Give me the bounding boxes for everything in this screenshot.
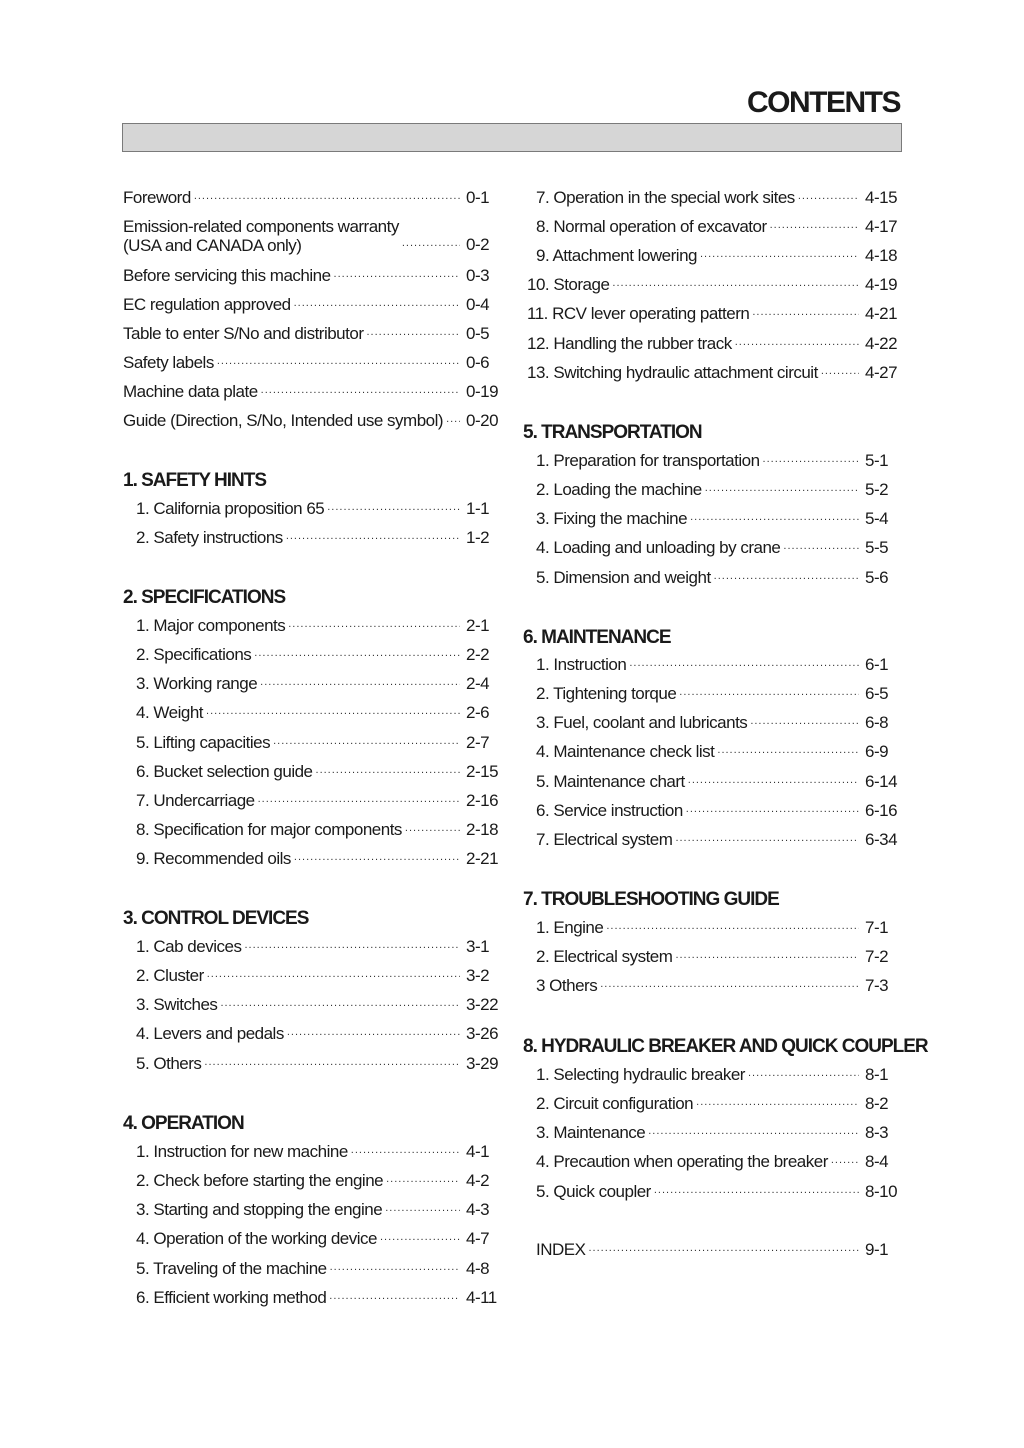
entry-label: 3 Others xyxy=(536,976,598,996)
dot-leader xyxy=(330,1259,460,1279)
entry-label: 6. Bucket selection guide xyxy=(136,761,313,781)
section-heading[interactable]: 3. CONTROL DEVICES xyxy=(123,908,309,929)
entry-page-number: 0-1 xyxy=(466,188,490,207)
toc-entry[interactable] xyxy=(536,538,901,558)
dot-leader xyxy=(194,188,460,208)
section-heading[interactable]: 4. OPERATION xyxy=(123,1113,244,1134)
entry-page-number: 4-27 xyxy=(865,362,898,382)
toc-entry[interactable] xyxy=(536,684,901,704)
front-matter-entry[interactable] xyxy=(123,217,502,255)
entry-page-number: 0-5 xyxy=(466,324,490,343)
toc-entry[interactable] xyxy=(536,713,901,733)
front-matter-entry[interactable] xyxy=(123,295,502,315)
entry-label: Guide (Direction, S/No, Intended use symbol) xyxy=(123,411,444,430)
dot-leader xyxy=(763,451,859,471)
entry-label: 5. Traveling of the machine xyxy=(136,1258,327,1278)
toc-entry[interactable] xyxy=(136,995,502,1015)
dot-leader xyxy=(204,1054,460,1074)
entry-page-number: 6-1 xyxy=(865,655,889,674)
toc-entry[interactable] xyxy=(536,246,901,266)
entry-page-number: 0-3 xyxy=(466,266,490,285)
front-matter-entry[interactable] xyxy=(123,266,502,286)
entry-page-number: 5-4 xyxy=(865,509,889,529)
dot-leader xyxy=(207,966,460,986)
dot-leader xyxy=(679,684,859,704)
dot-leader xyxy=(446,411,460,431)
section-heading[interactable]: 8. HYDRAULIC BREAKER AND QUICK COUPLER xyxy=(523,1036,928,1057)
toc-entry[interactable] xyxy=(536,976,901,996)
dot-leader xyxy=(700,246,859,266)
dot-leader xyxy=(366,324,460,344)
entry-label-continued: (USA and CANADA only) xyxy=(123,236,302,255)
dot-leader xyxy=(286,528,460,548)
dot-leader xyxy=(294,849,460,869)
toc-entry[interactable] xyxy=(536,1094,901,1114)
dot-leader xyxy=(688,772,859,792)
entry-label: 1. Engine xyxy=(536,918,604,937)
entry-label: 3. Fuel, coolant and lubricants xyxy=(536,713,748,733)
entry-page-number: 4-17 xyxy=(865,217,898,237)
entry-page-number: 6-16 xyxy=(865,800,898,820)
entry-label: 3. Switches xyxy=(136,995,218,1015)
dot-leader xyxy=(402,235,460,255)
section-heading[interactable]: 7. TROUBLESHOOTING GUIDE xyxy=(523,889,779,910)
toc-entry[interactable] xyxy=(136,1288,502,1308)
toc-entry[interactable] xyxy=(536,1065,901,1085)
toc-entry[interactable] xyxy=(536,742,901,762)
entry-label: 1. California proposition 65 xyxy=(136,499,325,518)
toc-entry[interactable] xyxy=(536,830,901,850)
toc-entry[interactable] xyxy=(536,801,901,821)
entry-page-number: 6-8 xyxy=(865,713,889,733)
entry-page-number: 2-2 xyxy=(466,645,490,665)
entry-label: 2. Electrical system xyxy=(536,947,673,967)
index-entry[interactable] xyxy=(536,1240,901,1260)
dot-leader xyxy=(254,645,460,665)
entry-page-number: 2-4 xyxy=(466,674,490,694)
toc-entry[interactable] xyxy=(136,528,502,548)
entry-label: 1. Major components xyxy=(136,616,286,635)
toc-entry[interactable] xyxy=(536,451,901,471)
entry-label: 5. Quick coupler xyxy=(536,1181,651,1201)
toc-entry[interactable] xyxy=(536,188,901,208)
entry-page-number: 5-2 xyxy=(865,480,889,500)
dot-leader xyxy=(831,1152,859,1172)
entry-label: 3. Fixing the machine xyxy=(536,509,688,529)
dot-leader xyxy=(294,295,460,315)
entry-label: 8. Normal operation of excavator xyxy=(536,217,767,237)
section-heading[interactable]: 6. MAINTENANCE xyxy=(523,627,671,648)
entry-page-number: 7-1 xyxy=(865,918,889,937)
entry-label: 3. Maintenance xyxy=(536,1123,646,1143)
toc-entry[interactable] xyxy=(136,733,502,753)
entry-label: 2. Safety instructions xyxy=(136,528,283,548)
entry-page-number: 0-2 xyxy=(466,235,490,254)
dot-leader xyxy=(588,1240,859,1260)
entry-page-number: 4-11 xyxy=(466,1287,497,1307)
dot-leader xyxy=(287,1024,460,1044)
toc-entry[interactable] xyxy=(136,1054,502,1074)
front-matter-entry[interactable] xyxy=(123,188,502,208)
dot-leader xyxy=(748,1065,859,1085)
entry-page-number: 4-2 xyxy=(466,1171,490,1191)
dot-leader xyxy=(273,733,460,753)
dot-leader xyxy=(648,1123,859,1143)
toc-entry[interactable] xyxy=(536,772,901,792)
dot-leader xyxy=(261,382,460,402)
entry-label: 4. Precaution when operating the breaker xyxy=(536,1152,828,1172)
entry-label: 13. Switching hydraulic attachment circuit xyxy=(527,362,818,382)
entry-page-number: 8-1 xyxy=(865,1065,889,1084)
entry-label: 6. Service instruction xyxy=(536,800,683,820)
entry-page-number: 6-14 xyxy=(865,771,898,791)
dot-leader xyxy=(329,1288,460,1308)
toc-entry[interactable] xyxy=(136,616,502,636)
entry-label: 4. Weight xyxy=(136,703,204,723)
page-title: CONTENTS xyxy=(747,86,900,119)
entry-page-number: 4-1 xyxy=(466,1142,490,1161)
toc-entry[interactable] xyxy=(527,363,901,383)
front-matter-entry[interactable] xyxy=(123,353,502,373)
entry-page-number: 9-1 xyxy=(865,1240,889,1259)
entry-page-number: 6-5 xyxy=(865,684,889,704)
entry-label: 1. Instruction for new machine xyxy=(136,1142,348,1161)
dot-leader xyxy=(220,995,460,1015)
dot-leader xyxy=(351,1142,460,1162)
toc-entry[interactable] xyxy=(527,304,901,324)
dot-leader xyxy=(752,304,859,324)
entry-label: 2. Specifications xyxy=(136,645,252,665)
entry-label: 8. Specification for major components xyxy=(136,820,402,840)
dot-leader xyxy=(705,480,859,500)
toc-entry[interactable] xyxy=(136,1200,502,1220)
entry-label: 3. Working range xyxy=(136,674,258,694)
entry-page-number: 6-34 xyxy=(865,829,898,849)
entry-page-number: 4-3 xyxy=(466,1200,490,1220)
toc-entry[interactable] xyxy=(536,1182,901,1202)
dot-leader xyxy=(770,217,859,237)
entry-page-number: 2-21 xyxy=(466,849,499,869)
dot-leader xyxy=(675,830,859,850)
entry-page-number: 3-1 xyxy=(466,937,490,956)
entry-label: 1. Selecting hydraulic breaker xyxy=(536,1065,745,1084)
dot-leader xyxy=(386,1171,460,1191)
entry-page-number: 4-18 xyxy=(865,246,898,266)
entry-page-number: 4-21 xyxy=(865,304,898,324)
entry-page-number: 8-3 xyxy=(865,1123,889,1143)
toc-entry[interactable] xyxy=(136,703,502,723)
entry-label: 4. Loading and unloading by crane xyxy=(536,538,781,558)
entry-label: INDEX xyxy=(536,1240,586,1259)
title-band xyxy=(122,123,902,152)
entry-page-number: 5-1 xyxy=(865,451,889,470)
dot-leader xyxy=(244,937,460,957)
dot-leader xyxy=(821,363,859,383)
entry-page-number: 8-4 xyxy=(865,1152,889,1172)
entry-label: 7. Operation in the special work sites xyxy=(536,188,795,207)
entry-label: 3. Starting and stopping the engine xyxy=(136,1200,383,1220)
entry-label: 2. Cluster xyxy=(136,966,204,986)
entry-page-number: 2-6 xyxy=(466,703,490,723)
entry-page-number: 2-15 xyxy=(466,761,499,781)
entry-page-number: 4-22 xyxy=(865,333,898,353)
entry-label: Table to enter S/No and distributor xyxy=(123,324,364,343)
entry-page-number: 8-10 xyxy=(865,1181,898,1201)
entry-label: 2. Check before starting the engine xyxy=(136,1171,384,1191)
entry-page-number: 3-22 xyxy=(466,995,499,1015)
section-heading[interactable]: 5. TRANSPORTATION xyxy=(523,422,702,443)
toc-entry[interactable] xyxy=(136,762,502,782)
dot-leader xyxy=(798,188,859,208)
entry-label: 5. Others xyxy=(136,1053,202,1073)
entry-page-number: 2-16 xyxy=(466,790,499,810)
entry-label: 1. Preparation for transportation xyxy=(536,451,760,470)
dot-leader xyxy=(217,353,460,373)
dot-leader xyxy=(696,1094,859,1114)
entry-label: 4. Maintenance check list xyxy=(536,742,715,762)
entry-label: 5. Maintenance chart xyxy=(536,771,685,791)
entry-page-number: 4-19 xyxy=(865,275,898,295)
toc-entry[interactable] xyxy=(536,1152,901,1172)
toc-entry[interactable] xyxy=(136,937,502,957)
dot-leader xyxy=(783,538,859,558)
front-matter-entry[interactable] xyxy=(123,382,502,402)
dot-leader xyxy=(258,791,460,811)
entry-label: Safety labels xyxy=(123,353,214,372)
toc-entry[interactable] xyxy=(136,849,502,869)
front-matter-entry[interactable] xyxy=(123,324,502,344)
dot-leader xyxy=(316,762,460,782)
dot-leader xyxy=(327,499,460,519)
dot-leader xyxy=(717,742,859,762)
toc-entry[interactable] xyxy=(136,1142,502,1162)
entry-page-number: 3-29 xyxy=(466,1053,499,1073)
entry-page-number: 4-15 xyxy=(865,188,898,207)
toc-entry[interactable] xyxy=(536,918,901,938)
entry-label: 12. Handling the rubber track xyxy=(527,333,732,353)
entry-page-number: 1-1 xyxy=(466,499,490,518)
dot-leader xyxy=(654,1182,859,1202)
entry-page-number: 0-19 xyxy=(466,382,499,401)
entry-label: 9. Recommended oils xyxy=(136,849,291,869)
dot-leader xyxy=(750,713,859,733)
toc-entry[interactable] xyxy=(136,674,502,694)
entry-label: Machine data plate xyxy=(123,382,258,401)
entry-label: 9. Attachment lowering xyxy=(536,246,697,266)
dot-leader xyxy=(714,568,859,588)
entry-page-number: 6-9 xyxy=(865,742,889,762)
entry-page-number: 3-26 xyxy=(466,1024,499,1044)
entry-page-number: 2-1 xyxy=(466,616,490,635)
dot-leader xyxy=(612,275,859,295)
toc-entry[interactable] xyxy=(136,1229,502,1249)
section-heading[interactable]: 2. SPECIFICATIONS xyxy=(123,587,286,608)
toc-entry[interactable] xyxy=(136,1024,502,1044)
entry-label: 7. Electrical system xyxy=(536,829,673,849)
entry-label: 2. Tightening torque xyxy=(536,684,677,704)
entry-label: Emission-related components warranty xyxy=(123,217,399,236)
dot-leader xyxy=(690,509,859,529)
entry-page-number: 4-7 xyxy=(466,1229,490,1249)
toc-entry[interactable] xyxy=(527,334,901,354)
entry-page-number: 2-18 xyxy=(466,820,499,840)
dot-leader xyxy=(686,801,859,821)
dot-leader xyxy=(260,674,460,694)
section-heading[interactable]: 1. SAFETY HINTS xyxy=(123,470,267,491)
entry-label: 2. Loading the machine xyxy=(536,480,702,500)
front-matter-entry[interactable] xyxy=(123,411,502,431)
toc-entry[interactable] xyxy=(136,499,502,519)
toc-entry[interactable] xyxy=(536,217,901,237)
toc-entry[interactable] xyxy=(136,645,502,665)
toc-entry[interactable] xyxy=(536,947,901,967)
entry-label: 5. Lifting capacities xyxy=(136,732,271,752)
dot-leader xyxy=(675,947,859,967)
toc-entry[interactable] xyxy=(536,509,901,529)
toc-entry[interactable] xyxy=(536,1123,901,1143)
dot-leader xyxy=(606,918,859,938)
dot-leader xyxy=(629,655,859,675)
toc-entry[interactable] xyxy=(536,568,901,588)
entry-label: 1. Cab devices xyxy=(136,937,242,956)
toc-entry[interactable] xyxy=(136,1171,502,1191)
toc-entry[interactable] xyxy=(136,820,502,840)
entry-label: EC regulation approved xyxy=(123,295,291,314)
toc-entry[interactable] xyxy=(136,966,502,986)
entry-label: 2. Circuit configuration xyxy=(536,1094,694,1114)
entry-label: 4. Levers and pedals xyxy=(136,1024,284,1044)
dot-leader xyxy=(288,616,460,636)
entry-label: 7. Undercarriage xyxy=(136,790,255,810)
entry-page-number: 8-2 xyxy=(865,1094,889,1114)
entry-label: Before servicing this machine xyxy=(123,266,331,285)
entry-page-number: 0-4 xyxy=(466,295,490,314)
entry-page-number: 7-2 xyxy=(865,947,889,967)
entry-page-number: 4-8 xyxy=(466,1258,490,1278)
entry-page-number: 5-5 xyxy=(865,538,889,558)
entry-label: 6. Efficient working method xyxy=(136,1287,327,1307)
entry-page-number: 1-2 xyxy=(466,528,490,548)
toc-entry[interactable] xyxy=(527,275,901,295)
toc-entry[interactable] xyxy=(136,791,502,811)
entry-label: 4. Operation of the working device xyxy=(136,1229,377,1249)
dot-leader xyxy=(385,1200,460,1220)
dot-leader xyxy=(206,703,460,723)
entry-label: Foreword xyxy=(123,188,191,207)
toc-entry[interactable] xyxy=(136,1259,502,1279)
dot-leader xyxy=(735,334,859,354)
dot-leader xyxy=(600,976,859,996)
dot-leader xyxy=(380,1229,460,1249)
entry-page-number: 0-6 xyxy=(466,353,490,372)
entry-label: 1. Instruction xyxy=(536,655,627,674)
entry-page-number: 0-20 xyxy=(466,411,499,430)
entry-page-number: 3-2 xyxy=(466,966,490,986)
entry-label: 11. RCV lever operating pattern xyxy=(527,304,750,324)
entry-page-number: 7-3 xyxy=(865,976,889,996)
dot-leader xyxy=(405,820,460,840)
entry-label: 5. Dimension and weight xyxy=(536,567,711,587)
entry-page-number: 2-7 xyxy=(466,732,490,752)
entry-page-number: 5-6 xyxy=(865,567,889,587)
toc-entry[interactable] xyxy=(536,480,901,500)
entry-label: 10. Storage xyxy=(527,275,610,295)
dot-leader xyxy=(334,266,460,286)
toc-entry[interactable] xyxy=(536,655,901,675)
